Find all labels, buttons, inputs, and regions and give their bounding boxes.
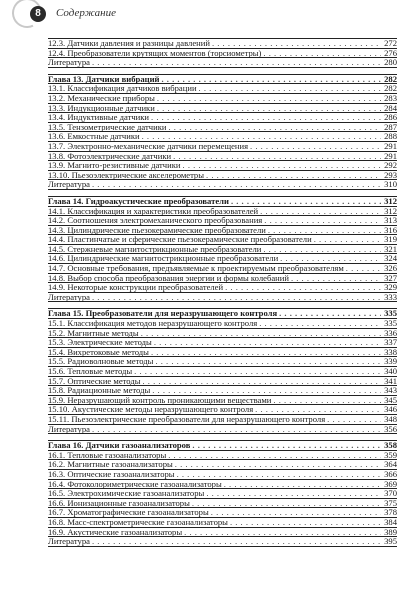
entry-title: 13.7. Электронно-механические датчики перемещения bbox=[48, 141, 249, 151]
toc-entry bbox=[48, 132, 397, 142]
chapter-title: Глава 15. Преобразователи для неразрушающего контроля bbox=[48, 309, 278, 319]
page-ref: 287 bbox=[384, 121, 397, 132]
chapter-title: Глава 14. Гидроакустические преобразователи bbox=[48, 196, 229, 206]
dot-leader bbox=[231, 197, 381, 207]
page-ref: 276 bbox=[384, 47, 397, 58]
page-ref: 326 bbox=[384, 263, 397, 274]
dot-leader bbox=[279, 309, 381, 319]
entry-title: 12.4. Преобразователи крутящих моментов (торсиометры) bbox=[48, 48, 262, 58]
dot-leader bbox=[154, 338, 381, 348]
dot-leader bbox=[199, 84, 381, 94]
page-ref: 316 bbox=[384, 224, 397, 235]
page-ref: 370 bbox=[384, 488, 397, 499]
toc-entry bbox=[48, 396, 397, 406]
page-ref: 310 bbox=[384, 179, 397, 190]
dot-leader bbox=[92, 425, 381, 435]
toc-entry bbox=[48, 357, 397, 367]
entry-title: 14.7. Основные требования, предъявляемые к проектируемым преобразователям bbox=[48, 264, 344, 274]
entry-title: 16.1. Тепловые газоанализаторы bbox=[48, 450, 167, 460]
page-ref: 329 bbox=[384, 282, 397, 293]
page-ref: 312 bbox=[384, 195, 397, 206]
entry-title: 15.5. Радиоволновые методы bbox=[48, 357, 154, 367]
toc-entry bbox=[48, 338, 397, 348]
chapter-heading bbox=[48, 197, 397, 207]
section-gap bbox=[48, 434, 397, 441]
page-ref: 338 bbox=[384, 346, 397, 357]
entry-title: 15.2. Магнитные методы bbox=[48, 328, 139, 338]
dot-leader bbox=[314, 235, 381, 245]
toc-entry bbox=[48, 377, 397, 387]
page-ref: 358 bbox=[384, 440, 397, 451]
toc-entry bbox=[48, 499, 397, 509]
dot-leader bbox=[260, 207, 381, 217]
page-ref: 348 bbox=[384, 413, 397, 424]
page-ref: 272 bbox=[384, 38, 397, 48]
toc-entry bbox=[48, 113, 397, 123]
table-of-contents bbox=[48, 38, 397, 547]
dot-leader bbox=[184, 528, 381, 538]
page-ref: 341 bbox=[384, 375, 397, 386]
entry-title: 14.2. Соотношения электромеханического преобразования bbox=[48, 216, 263, 226]
dot-leader bbox=[206, 489, 381, 499]
page-ref: 291 bbox=[384, 150, 397, 161]
dot-leader bbox=[255, 405, 381, 415]
entry-title: 13.9. Магнито-резистивные датчики bbox=[48, 161, 181, 171]
chapter-heading bbox=[48, 75, 397, 85]
entry-title: Литература bbox=[48, 424, 90, 434]
dot-leader bbox=[168, 123, 381, 133]
toc-entry bbox=[48, 58, 397, 68]
entry-title: 13.5. Тензометрические датчики bbox=[48, 122, 167, 132]
dot-leader bbox=[192, 441, 381, 451]
dot-leader bbox=[157, 94, 381, 104]
section-gap bbox=[48, 302, 397, 309]
toc-entry bbox=[48, 470, 397, 480]
toc-entry bbox=[48, 425, 397, 435]
toc-entry bbox=[48, 489, 397, 499]
entry-title: 16.4. Фотоколориметрические газоанализаторы bbox=[48, 479, 222, 489]
entry-title: 14.6. Цилиндрические магнитострикционные преобразователи bbox=[48, 254, 279, 264]
dot-leader bbox=[92, 58, 381, 68]
page-ref: 283 bbox=[384, 92, 397, 103]
section-gap bbox=[48, 190, 397, 197]
dot-leader bbox=[250, 142, 381, 152]
page-ref: 369 bbox=[384, 478, 397, 489]
dot-leader bbox=[183, 161, 381, 171]
entry-title: 13.3. Индукционные датчики bbox=[48, 103, 155, 113]
dot-leader bbox=[280, 254, 381, 264]
toc-entry bbox=[48, 329, 397, 339]
toc-entry bbox=[48, 480, 397, 490]
dot-leader bbox=[264, 216, 381, 226]
toc-entry bbox=[48, 49, 397, 59]
toc-entry bbox=[48, 518, 397, 528]
page-ref: 346 bbox=[384, 404, 397, 415]
dot-leader bbox=[177, 470, 381, 480]
entry-title: 15.9. Неразрушающий контроль проникающими веществами bbox=[48, 395, 272, 405]
entry-title: Литература bbox=[48, 58, 90, 68]
dot-leader bbox=[273, 396, 381, 406]
page-ref: 291 bbox=[384, 140, 397, 151]
dot-leader bbox=[143, 377, 382, 387]
toc-entry bbox=[48, 94, 397, 104]
dot-leader bbox=[134, 367, 381, 377]
entry-title: 12.3. Датчики давления и разницы давлений bbox=[48, 39, 210, 48]
entry-title: 15.6. Тепловые методы bbox=[48, 367, 133, 376]
toc-entry bbox=[48, 283, 397, 293]
dot-leader bbox=[175, 460, 381, 470]
dot-leader bbox=[212, 39, 381, 49]
page-ref: 337 bbox=[384, 337, 397, 348]
page-ref: 288 bbox=[384, 131, 397, 142]
chapter-heading bbox=[48, 309, 397, 319]
dot-leader bbox=[161, 75, 381, 85]
toc-entry bbox=[48, 508, 397, 518]
toc-entry bbox=[48, 226, 397, 236]
entry-title: 16.3. Оптические газоанализаторы bbox=[48, 469, 175, 479]
section-gap bbox=[48, 68, 397, 75]
entry-title: 13.2. Механические приборы bbox=[48, 93, 155, 103]
dot-leader bbox=[268, 226, 381, 236]
dot-leader bbox=[263, 245, 381, 255]
dot-leader bbox=[92, 180, 381, 190]
toc-entry bbox=[48, 142, 397, 152]
toc-entry bbox=[48, 254, 397, 264]
chapter-title: Глава 13. Датчики вибраций bbox=[48, 74, 160, 84]
toc-entry bbox=[48, 528, 397, 538]
page-ref: 313 bbox=[384, 215, 397, 226]
toc-entry bbox=[48, 104, 397, 114]
page-ref: 389 bbox=[384, 526, 397, 537]
dot-leader bbox=[151, 113, 381, 123]
entry-title: 15.11. Пьезоэлектрические преобразователи для неразрушающего контроля bbox=[48, 414, 326, 424]
dot-leader bbox=[230, 518, 381, 528]
dot-leader bbox=[157, 104, 381, 114]
dot-leader bbox=[206, 171, 381, 181]
page-ref: 319 bbox=[384, 234, 397, 245]
entry-title: 14.3. Цилиндрические пьезокерамические преобразователи bbox=[48, 225, 266, 235]
toc-entry bbox=[48, 264, 397, 274]
entry-title: 14.5. Стержневые магнитострикционные преобразователи bbox=[48, 244, 262, 254]
dot-leader bbox=[225, 283, 381, 293]
dot-leader bbox=[291, 274, 381, 284]
entry-title: 16.9. Акустические газоанализаторы bbox=[48, 527, 183, 537]
page-ref: 356 bbox=[384, 423, 397, 434]
toc-entry bbox=[48, 245, 397, 255]
page-ref: 345 bbox=[384, 394, 397, 405]
dot-leader bbox=[192, 499, 381, 509]
page-ref: 378 bbox=[384, 507, 397, 518]
toc-entry bbox=[48, 537, 397, 547]
toc-entry bbox=[48, 152, 397, 162]
toc-entry bbox=[48, 405, 397, 415]
toc-entry bbox=[48, 207, 397, 217]
toc-entry bbox=[48, 367, 397, 377]
toc-entry bbox=[48, 123, 397, 133]
dot-leader bbox=[211, 508, 381, 518]
page-ref: 282 bbox=[384, 83, 397, 94]
page-ref: 293 bbox=[384, 169, 397, 180]
page-ref: 282 bbox=[384, 73, 397, 84]
entry-title: 13.4. Индуктивные датчики bbox=[48, 113, 150, 123]
page-ref: 312 bbox=[384, 205, 397, 216]
toc-entry bbox=[48, 180, 397, 190]
page-ref: 321 bbox=[384, 243, 397, 254]
toc-entry bbox=[48, 216, 397, 226]
entry-title: 14.8. Выбор способа преобразования энергии и формы колебаний bbox=[48, 273, 289, 283]
toc-entry bbox=[48, 451, 397, 461]
entry-title: 15.8. Радиационные методы bbox=[48, 386, 151, 396]
entry-title: 14.1. Классификация и характеристики преобразователей bbox=[48, 206, 259, 216]
dot-leader bbox=[346, 264, 381, 274]
dot-leader bbox=[141, 329, 381, 339]
entry-title: Литература bbox=[48, 180, 90, 190]
toc-entry bbox=[48, 348, 397, 358]
entry-title: Литература bbox=[48, 537, 90, 547]
page-ref: 284 bbox=[384, 102, 397, 113]
page-ref: 286 bbox=[384, 112, 397, 123]
entry-title: 14.4. Пластинчатые и сферические пьезокерамические преобразователи bbox=[48, 235, 312, 245]
toc-entry bbox=[48, 460, 397, 470]
dot-leader bbox=[259, 319, 381, 329]
toc-entry bbox=[48, 235, 397, 245]
page-header bbox=[8, 2, 408, 28]
entry-title: 14.9. Некоторые конструкции преобразователей bbox=[48, 283, 224, 293]
toc-entry bbox=[48, 386, 397, 396]
page-ref: 327 bbox=[384, 272, 397, 283]
page-ref: 339 bbox=[384, 356, 397, 367]
page-ref: 343 bbox=[384, 385, 397, 396]
entry-title: 13.6. Емкостные датчики bbox=[48, 132, 140, 142]
entry-title: 13.1. Классификация датчиков вибрации bbox=[48, 84, 197, 94]
page-ref: 333 bbox=[384, 291, 397, 302]
entry-title: 15.10. Акустические методы неразрушающего контроля bbox=[48, 405, 254, 415]
toc-entry bbox=[48, 319, 397, 329]
entry-title: 15.7. Оптические методы bbox=[48, 376, 141, 386]
entry-title: 16.8. Масс-спектрометрические газоанализаторы bbox=[48, 517, 228, 527]
toc-entry bbox=[48, 161, 397, 171]
dot-leader bbox=[155, 357, 381, 367]
page-ref: 359 bbox=[384, 449, 397, 460]
dot-leader bbox=[92, 537, 381, 547]
page-ref: 384 bbox=[384, 516, 397, 527]
toc-entry bbox=[48, 39, 397, 49]
entry-title: 16.6. Ионизационные газоанализаторы bbox=[48, 498, 190, 508]
entry-title: 13.8. Фотоэлектрические датчики bbox=[48, 151, 172, 161]
dot-leader bbox=[173, 152, 381, 162]
entry-title: Литература bbox=[48, 292, 90, 302]
page-ref: 335 bbox=[384, 318, 397, 329]
toc-entry bbox=[48, 171, 397, 181]
running-title: Содержание bbox=[56, 7, 117, 19]
entry-title: 16.7. Хроматографические газоанализаторы bbox=[48, 508, 209, 518]
page-ref: 366 bbox=[384, 468, 397, 479]
dot-leader bbox=[224, 480, 381, 490]
dot-leader bbox=[151, 348, 381, 358]
page-ref: 375 bbox=[384, 497, 397, 508]
entry-title: 16.5. Электрохимические газоанализаторы bbox=[48, 489, 205, 499]
toc-entry bbox=[48, 274, 397, 284]
page-ref: 292 bbox=[384, 160, 397, 171]
chapter-title: Глава 16. Датчики газоанализаторов bbox=[48, 441, 191, 451]
dot-leader bbox=[263, 49, 381, 59]
page-ref: 280 bbox=[384, 57, 397, 68]
entry-title: 15.4. Вихретоковые методы bbox=[48, 347, 149, 357]
page-ref: 335 bbox=[384, 308, 397, 319]
page-ref: 340 bbox=[384, 366, 397, 376]
page-ref: 336 bbox=[384, 327, 397, 338]
toc-entry bbox=[48, 84, 397, 94]
page-ref: 364 bbox=[384, 459, 397, 470]
entry-title: 16.2. Магнитные газоанализаторы bbox=[48, 460, 173, 470]
page-number: 8 bbox=[30, 6, 46, 22]
entry-title: 15.3. Электрические методы bbox=[48, 338, 152, 348]
dot-leader bbox=[168, 451, 381, 461]
entry-title: 13.10. Пьезоэлектрические акселерометры bbox=[48, 170, 205, 180]
toc-entry bbox=[48, 293, 397, 303]
dot-leader bbox=[327, 415, 381, 425]
dot-leader bbox=[92, 293, 381, 303]
page-ref: 324 bbox=[384, 253, 397, 264]
page-ref: 395 bbox=[384, 536, 397, 547]
dot-leader bbox=[152, 386, 381, 396]
entry-title: 15.1. Классификация методов неразрушающего контроля bbox=[48, 319, 258, 329]
toc-entry bbox=[48, 415, 397, 425]
dot-leader bbox=[142, 132, 381, 142]
chapter-heading bbox=[48, 441, 397, 451]
